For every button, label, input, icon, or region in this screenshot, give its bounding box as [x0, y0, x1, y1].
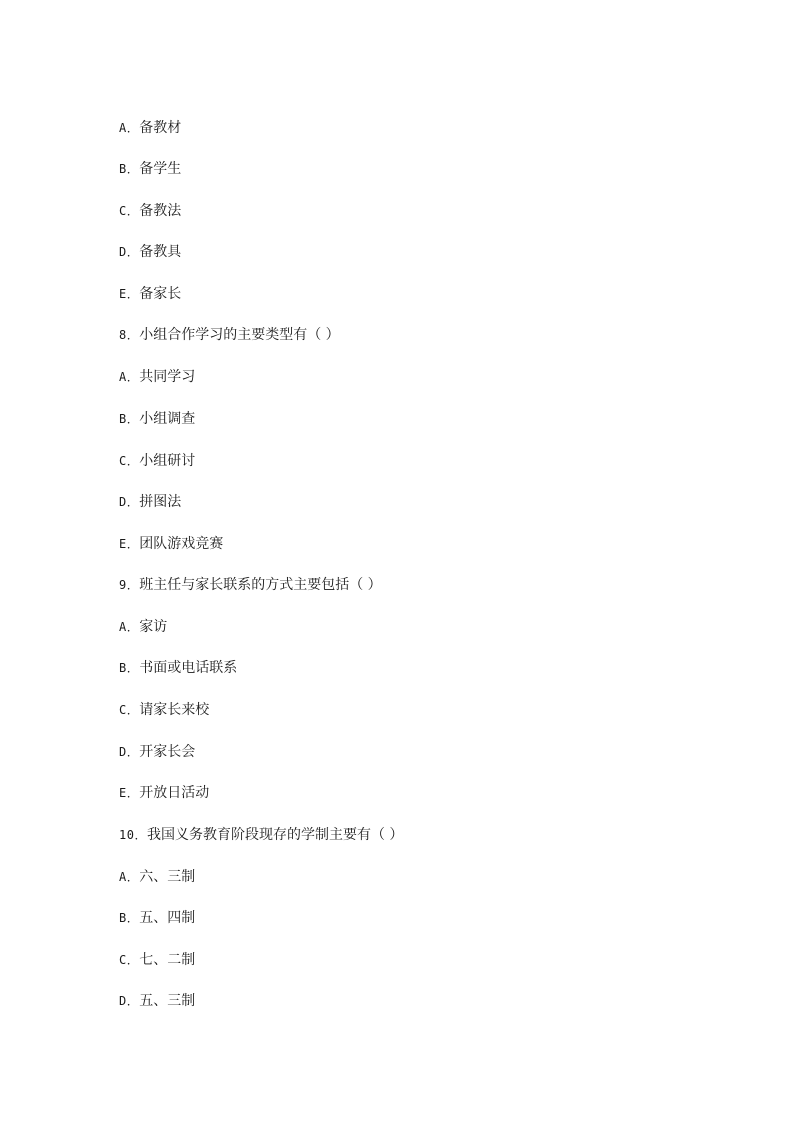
option-text: 六、三制 [139, 869, 196, 885]
option-label: D． [119, 994, 140, 1008]
option-line [119, 366, 195, 388]
option-text: 共同学习 [139, 369, 196, 385]
option-line [119, 491, 181, 513]
option-text: 团队游戏竞赛 [139, 536, 224, 552]
option-line [119, 990, 195, 1012]
option-line [119, 699, 209, 721]
question-text: 班主任与家长联系的方式主要包括（ ） [139, 577, 382, 593]
option-label: C． [119, 703, 140, 717]
option-text: 小组调查 [139, 411, 196, 427]
option-label: E． [119, 786, 140, 800]
option-text: 五、四制 [139, 910, 196, 926]
option-label: D． [119, 495, 140, 509]
option-line [119, 782, 209, 804]
question-number: 9． [119, 578, 140, 592]
option-label: C． [119, 953, 140, 967]
option-line [119, 741, 195, 763]
option-text: 备教材 [139, 120, 182, 136]
option-text: 家访 [139, 619, 168, 635]
option-text: 开家长会 [139, 744, 196, 760]
option-text: 请家长来校 [139, 702, 210, 718]
option-text: 五、三制 [139, 993, 196, 1009]
question-number: 10． [119, 828, 147, 842]
option-text: 备学生 [139, 161, 182, 177]
option-label: D． [119, 745, 140, 759]
option-label: B． [119, 911, 140, 925]
option-line [119, 616, 167, 638]
option-line [119, 241, 181, 263]
option-label: A． [119, 121, 140, 135]
option-text: 开放日活动 [139, 785, 210, 801]
option-text: 备教法 [139, 203, 182, 219]
option-line [119, 657, 237, 679]
option-line [119, 283, 181, 305]
option-text: 备家长 [139, 286, 182, 302]
option-line [119, 949, 195, 971]
option-line [119, 450, 195, 472]
option-label: B． [119, 162, 140, 176]
option-text: 小组研讨 [139, 453, 196, 469]
option-line [119, 866, 195, 888]
option-label: A． [119, 620, 140, 634]
option-label: B． [119, 412, 140, 426]
question-text: 小组合作学习的主要类型有（ ） [139, 327, 340, 343]
option-line [119, 907, 195, 929]
option-label: B． [119, 661, 140, 675]
option-line [119, 158, 181, 180]
option-line [119, 408, 195, 430]
option-label: A． [119, 870, 140, 884]
option-label: E． [119, 537, 140, 551]
question-line [119, 324, 340, 346]
option-label: D． [119, 245, 140, 259]
option-text: 拼图法 [139, 494, 182, 510]
option-line [119, 200, 181, 222]
option-text: 书面或电话联系 [139, 660, 238, 676]
option-line [119, 533, 223, 555]
question-line [119, 574, 382, 596]
option-text: 七、二制 [139, 952, 196, 968]
option-label: C． [119, 204, 140, 218]
question-number: 8． [119, 328, 140, 342]
option-label: A． [119, 370, 140, 384]
option-text: 备教具 [139, 244, 182, 260]
question-text: 我国义务教育阶段现存的学制主要有（ ） [146, 827, 404, 843]
option-label: E． [119, 287, 140, 301]
question-line [119, 824, 403, 846]
option-label: C． [119, 454, 140, 468]
option-line [119, 117, 181, 139]
